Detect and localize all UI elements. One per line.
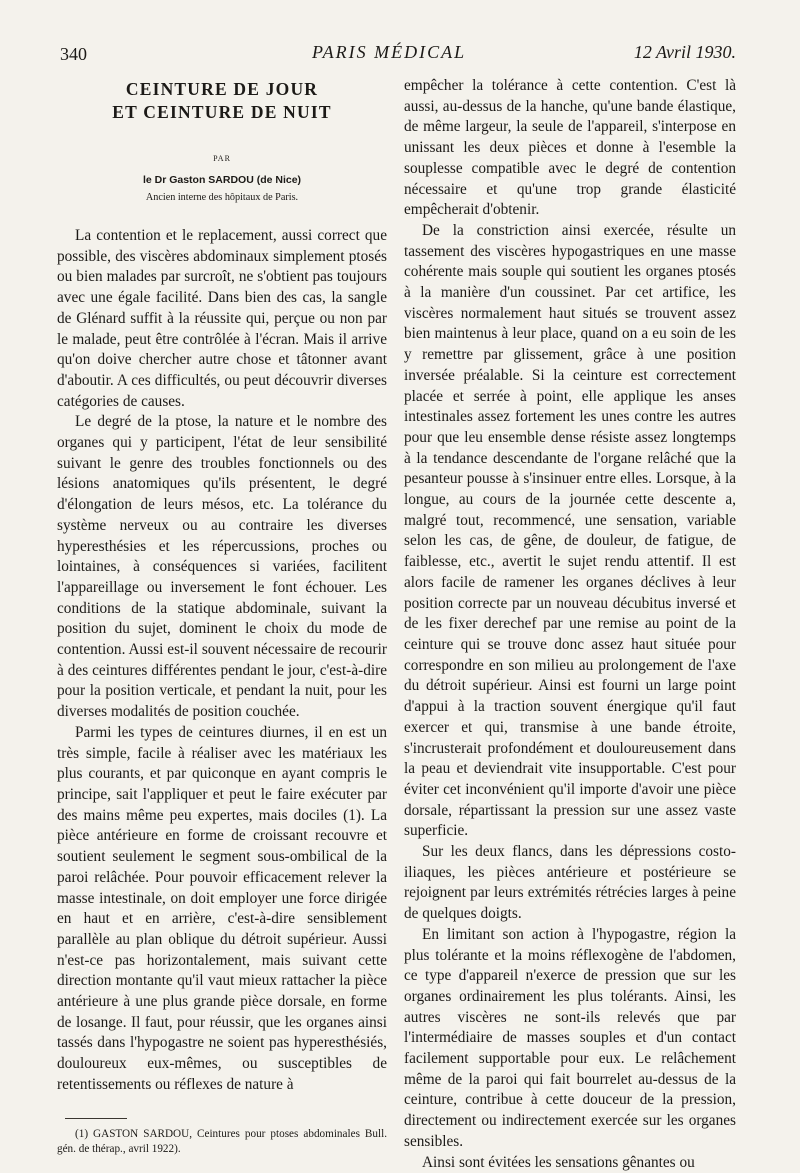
- footnote: (1) GASTON SARDOU, Ceintures pour ptoses abdominales Bull. gén. de thérap., avril 1922).: [57, 1127, 387, 1155]
- body-paragraph: Ainsi sont évitées les sensations gênantes ou: [422, 1153, 695, 1171]
- page-number: 340: [60, 44, 87, 64]
- journal-title: PARIS MÉDICAL: [312, 42, 467, 62]
- left-column: [57, 66, 387, 1157]
- article-title: [57, 78, 387, 124]
- author-name: le Dr Gaston SARDOU (de Nice): [142, 174, 302, 186]
- page-header: [60, 40, 736, 66]
- body-paragraph: Sur les deux flancs, dans les dépressions costo-iliaques, les pièces antérieure et postérieure se rejoignent par leurs extrémités rétrécies larges à peine de quelques doigts.: [404, 843, 736, 923]
- issue-date: 12 Avril 1930.: [633, 42, 736, 62]
- body-paragraph: empêcher la tolérance à cette contention. C'est là aussi, au-dessus de la hanche, qu'une bande élastique, de même largeur, la seule de l'appareil, s'interpose en unissant les deux pièces et donne à l'esemble la souplesse compatible avec le degré de contention nécessaire et qu'une trop grande élasticité empêcherait d'obtenir.: [404, 77, 736, 219]
- byline-par: PAR: [213, 154, 231, 163]
- title-line-2: ET CEINTURE DE NUIT: [112, 102, 332, 122]
- body-paragraph: De la constriction ainsi exercée, résulte un tassement des viscères hypogastriques en une masse cohérente mais souple qui soutient les organes ptosés à la manière d'un coussinet. Par cet artifice, les viscères normalement haut situés se trouvent assez bien maintenus à leur place, quand on a eu soin de les y remettre par glissement, grâce à une position inversée préalable. Si la ceinture est correctement placée et serrée à point, elle applique les anses intestinales assez fortement les unes contre les autres pour que leu ensemble dense résiste assez longtemps à la tendance descendante de l'organe relâché que la pesanteur pousse à s'insinuer entre elles. Lorsque, à la longue, au cours de la journée cette descente a, malgré tout, recommencé, une sensation, variable selon les cas, de gêne, de douleur, de fatigue, de faiblesse, etc., avertit le sujet rendu attentif. Il est alors facile de ramener les organes déclives à leur position correcte par un nouveau décubitus inversé et de les fixer derechef par une remise au point de la ceinture qui se trouve donc assez haut située pour correspondre en son milieu au prolongement de l'axe du détroit supérieur. Ainsi est fourni un large point d'appui à la traction souvent énergique qu'il faut exercer et qui, transmise à une bande étroite, s'incrusterait profondément et douloureusement dans la peau et deviendrait vite insupportable. C'est pour éviter cet inconvénient qu'il importe d'avoir une pièce dorsale, répartissant la pression sur une assez vaste superficie.: [404, 221, 736, 840]
- body-paragraph: La contention et le replacement, aussi correct que possible, des viscères abdominaux simplement ptosés ou bien malades par surcroît, ne s'obtient pas toujours avec une égale facilité. Dans bien des cas, la sangle de Glénard suffit à la réussite qui, perçue ou non par le malade, peut être contrôlée à l'écran. Mais il arrive qu'on doive chercher autre chose et tâtonner avant d'aboutir. A ces difficultés, ou peut découvrir diverses catégories de causes.: [57, 227, 387, 410]
- title-line-1: CEINTURE DE JOUR: [125, 79, 319, 99]
- right-column: [404, 76, 736, 1173]
- author-affiliation: Ancien interne des hôpitaux de Paris.: [145, 192, 299, 203]
- footnote-rule: [65, 1118, 127, 1119]
- body-paragraph: En limitant son action à l'hypogastre, région la plus tolérante et la moins réflexogène de l'abdomen, ce type d'appareil n'exerce de pression que sur les organes ordinairement les plus tolérants. Ainsi, les autres viscères ne sont-ils relevés que par l'intermédiaire de masses souples et d'un contact facilement supportable pour eux. Le relâchement même de la paroi qui fait bourrelet au-dessus de la ceinture, contribue à cette douceur de la pression, directement ou indirectement exercée sur les organes sensibles.: [404, 925, 736, 1150]
- body-paragraph: Parmi les types de ceintures diurnes, il en est un très simple, facile à réaliser avec les matériaux les plus courants, et par quiconque en ayant compris le principe, sait l'appliquer et peut le faire exécuter par des mains même peu expertes, mais dociles (1). La pièce antérieure en forme de croissant recouvre et soutient seulement le segment sous-ombilical de la paroi relâchée. Pour pouvoir efficacement relever la masse intestinale, on doit employer une force dirigée en haut et en arrière, c'est-à-dire sensiblement parallèle au plan oblique du détroit supérieur. Aussi n'est-ce pas horizontalement, mais suivant cette direction montante qu'il vaut mieux rattacher la pièce antérieure à une plus grande pièce dorsale, en forme de losange. Il faut, pour réussir, que les organes ainsi tassés dans l'hypogastre ne soient pas hyperesthésiés, douloureux eux-mêmes, ou susceptibles de retentissements ou réflexes de nature à: [57, 723, 387, 1093]
- body-paragraph: Le degré de la ptose, la nature et le nombre des organes qui y participent, l'état de leur sensibilité suivant le genre des troubles fonctionnels ou des lésions anatomiques qu'ils présentent, le degré d'élongation de leurs mésos, etc. La tolérance du système nerveux ou au contraire les diverses hyperesthésies et les répercussions, proches ou lointaines, à conséquences si variées, facilitent l'appareillage ou inversement le font échouer. Les conditions de la statique abdominale, suivant la position du sujet, dominent le choix du mode de contention. Aussi est-il souvent nécessaire de recourir à des ceintures différentes pendant le jour, c'est-à-dire pour la position verticale, et pendant la nuit, pour les diverses modalités de position couchée.: [57, 413, 387, 721]
